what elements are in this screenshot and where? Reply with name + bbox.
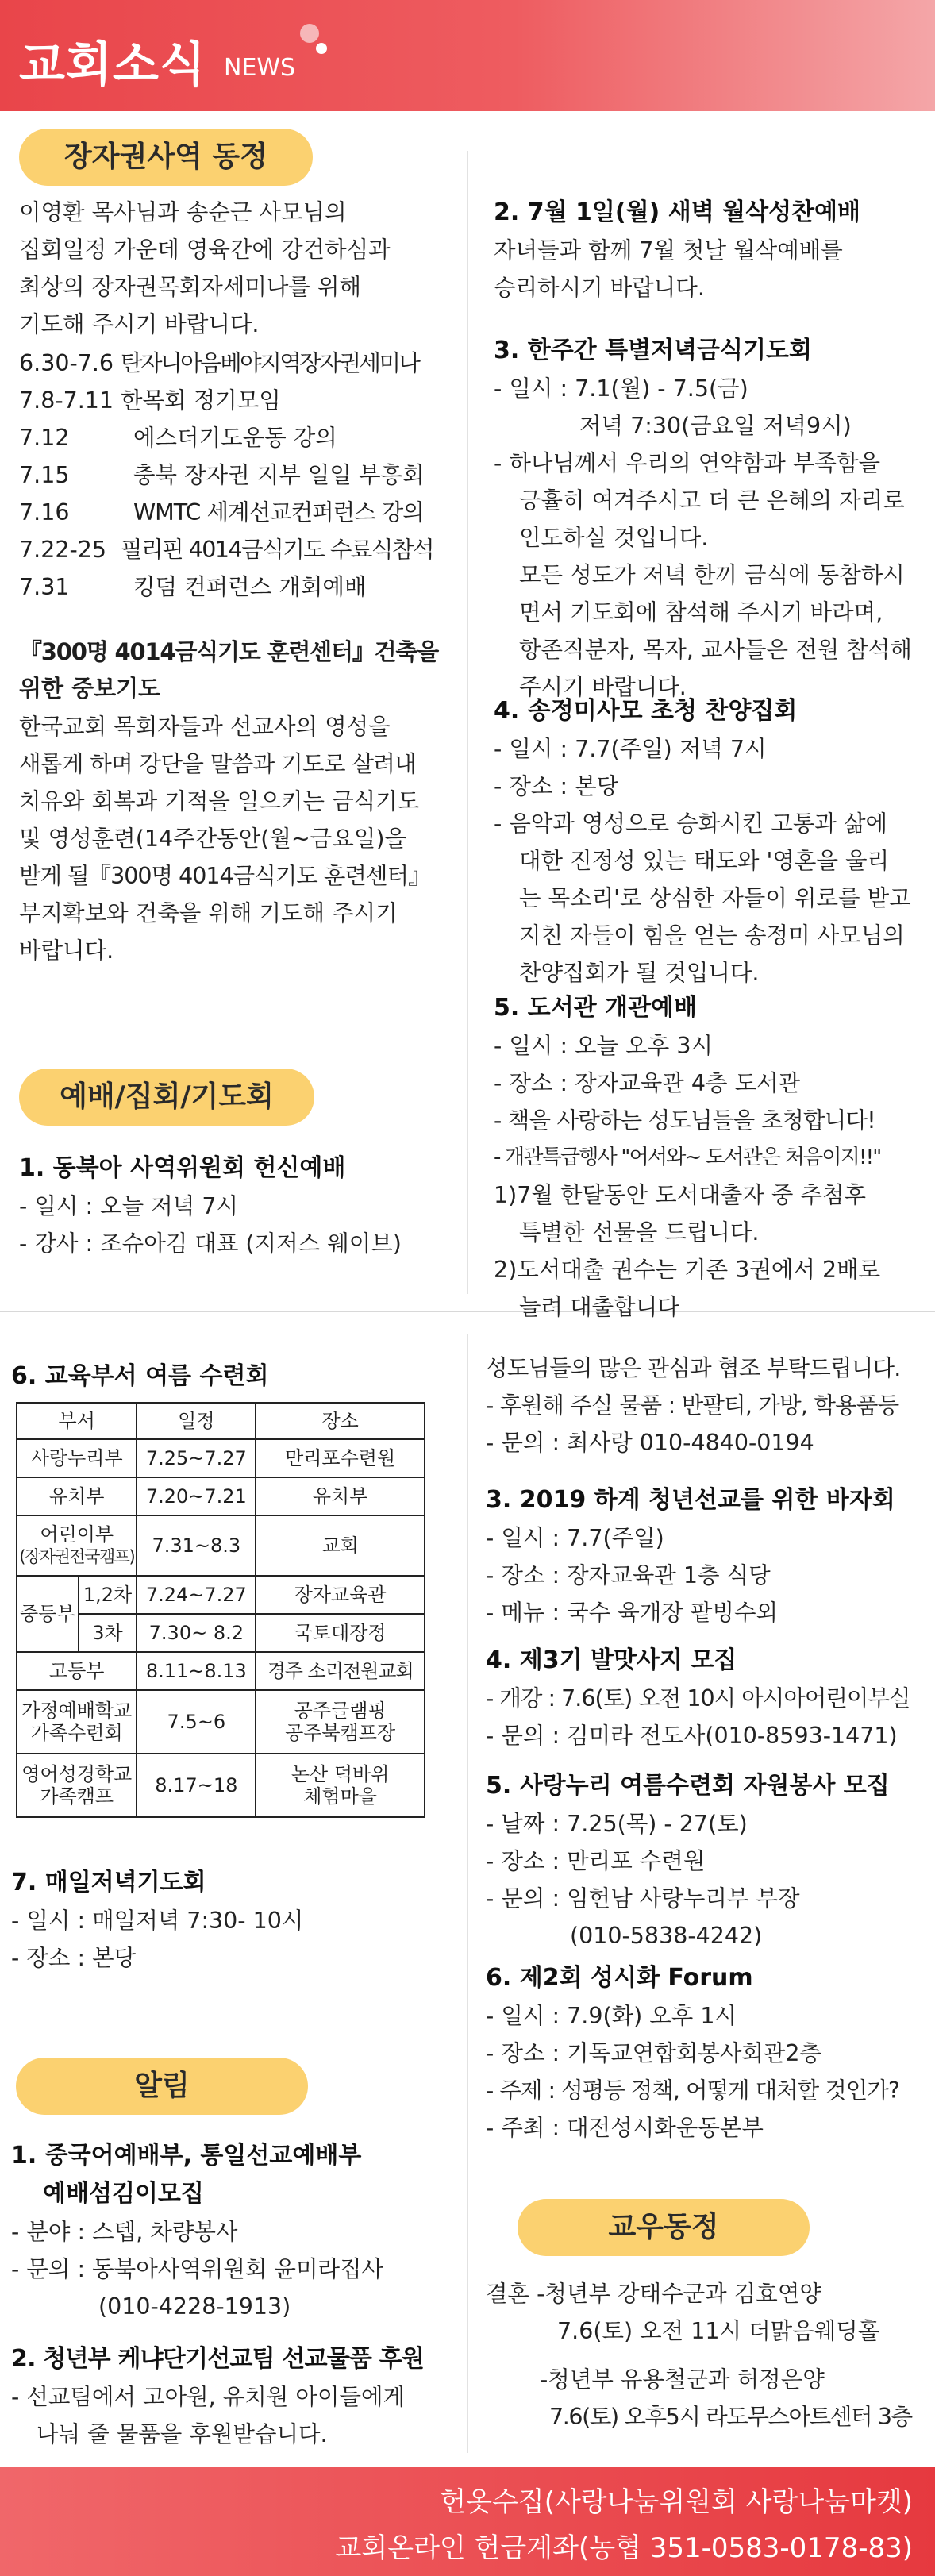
table-row: 어린이부 (장자권전국캠프) 7.31~8.3 교회 xyxy=(17,1515,425,1576)
table-row: 영어성경학교 가족캠프 8.17~18 논산 덕바위 체험마을 xyxy=(17,1754,425,1817)
table-row: 유치부 7.20~7.21 유치부 xyxy=(17,1477,425,1515)
table-row: 사랑누리부 7.25~7.27 만리포수련원 xyxy=(17,1439,425,1477)
notice-item-4-foot-massage: 4. 제3기 발맛사지 모집 - 개강 : 7.6(토) 오전 10시 아시아어린이부실 - 문의 : 김미라 전도사(010-8593-1471) xyxy=(486,1646,910,1749)
item-5-library-opening: 5. 도서관 개관예배 - 일시 : 오늘 오후 3시 - 장소 : 장자교육관 4층 도서관 - 책을 사랑하는 성도님들을 초청합니다! - 개관특급행사 "어서와~ 도서관은 처음이지!!" 1)7월 한달동안 도서대출자 중 추첨후 특별한 선물을 드립니다. 2)도서대출 권수는 기존 3권에서 2배로 늘려 대출합니다 xyxy=(494,994,881,1320)
footer-clothes-collection: 헌옷수집(사랑나눔위원회 사랑나눔마켓) xyxy=(440,2486,913,2518)
education-title: 6. 교육부서 여름 수련회 xyxy=(11,1362,269,1390)
footer-offering-account: 교회온라인 헌금계좌(농협 351-0583-0178-83) xyxy=(335,2532,913,2564)
table-header-cell: 일정 xyxy=(137,1403,256,1439)
section-heading-notice: 알림 xyxy=(16,2058,308,2115)
page-title: 교회소식 xyxy=(19,37,206,93)
column-divider xyxy=(467,151,468,1294)
notice-item-2: 2. 청년부 케냐단기선교팀 선교물품 후원 - 선교팀에서 고아원, 유치원 아이들에게 나눠 줄 물품을 후원받습니다. xyxy=(11,2345,425,2447)
schedule-row: 7.8-7.11 한목회 정기모임 xyxy=(19,387,281,414)
schedule-row: 7.22-25 필리핀 4014금식기도 수료식참석 xyxy=(19,537,434,563)
worship-item-1: 1. 동북아 사역위원회 헌신예배 - 일시 : 오늘 저녁 7시 - 강사 : 조슈아김 대표 (지저스 웨이브) xyxy=(19,1154,402,1257)
section-heading-ministry: 장자권사역 동정 xyxy=(19,129,313,186)
notice-item-5-volunteers: 5. 사랑누리 여름수련회 자원봉사 모집 - 날짜 : 7.25(목) - 27(토) - 장소 : 만리포 수련원 - 문의 : 임헌남 사랑누리부 부장 (010-5838-4242) xyxy=(486,1772,890,1949)
schedule-row: 7.31 킹덤 컨퍼런스 개회예배 xyxy=(19,574,367,600)
center-prayer-body: 한국교회 목회자들과 선교사의 영성을 새롭게 하며 강단을 말씀과 기도로 살려내 치유와 회복과 기적을 일으키는 금식기도 및 영성훈련(14주간동안(월~금요일)을 받게 될『300명 4014금식기도 훈련센터』 부지확보와 건축을 위해 기도해 주시기 바랍니다. xyxy=(19,714,430,964)
table-row: 3차 7.30~ 8.2 국토대장정 xyxy=(17,1614,425,1652)
schedule-row: 7.15 충북 장자권 지부 일일 부흥회 xyxy=(19,462,425,488)
decor-dot-icon xyxy=(316,43,327,54)
item-2-new-month-worship: 2. 7월 1일(월) 새벽 월삭성찬예배 자녀들과 함께 7월 첫날 월삭예배를 승리하시기 바랍니다. xyxy=(494,198,860,301)
ministry-intro: 이영환 목사님과 송순근 사모님의 집회일정 가운데 영육간에 강건하심과 최상의 장자권목회자세미나를 위해 기도해 주시기 바랍니다. xyxy=(19,199,391,337)
schedule-row: 6.30-7.6 탄자니아음베야지역장자권세미나 xyxy=(19,350,419,376)
item-4-praise-concert: 4. 송정미사모 초청 찬양집회 - 일시 : 7.7(주일) 저녁 7시 - 장소 : 본당 - 음악과 영성으로 승화시킨 고통과 삶에 대한 진정성 있는 태도와 '영혼을 울리 는 목소리'로 상심한 자들이 위로를 받고 지친 자들이 힘을 얻는 송정미 사모님의 찬양집회가 될 것입니다. xyxy=(494,697,911,986)
table-header-cell: 부서 xyxy=(17,1403,137,1439)
notice-item-3-bazaar: 3. 2019 하계 청년선교를 위한 바자회 - 일시 : 7.7(주일) - 장소 : 장자교육관 1층 식당 - 메뉴 : 국수 육개장 팥빙수외 xyxy=(486,1486,895,1626)
retreat-table xyxy=(16,1402,425,1818)
notice-item-6-forum: 6. 제2회 성시화 Forum - 일시 : 7.9(화) 오후 1시 - 장소 : 기독교연합회봉사회관2층 - 주제 : 성평등 정책, 어떻게 대처할 것인가? - 주최 : 대전성시화운동본부 xyxy=(486,1964,899,2141)
page-subtitle: NEWS xyxy=(224,54,296,82)
section-heading-worship: 예배/집회/기도회 xyxy=(19,1069,314,1126)
table-row: 가정예배학교 가족수련회 7.5~6 공주글램핑 공주북캠프장 xyxy=(17,1690,425,1754)
footer-bar xyxy=(0,2467,935,2576)
table-header-cell: 장소 xyxy=(256,1403,425,1439)
table-row: 고등부 8.11~8.13 경주 소리전원교회 xyxy=(17,1652,425,1690)
evening-prayer: 7. 매일저녁기도회 - 일시 : 매일저녁 7:30- 10시 - 장소 : 본당 xyxy=(11,1869,304,1971)
schedule-row: 7.12 에스더기도운동 강의 xyxy=(19,425,337,451)
schedule-row: 7.16 WMTC 세계선교컨퍼런스 강의 xyxy=(19,499,424,526)
column-divider xyxy=(467,1334,468,2453)
notice-item-2-continued: 성도님들의 많은 관심과 협조 부탁드립니다. - 후원해 주실 물품 : 반팔티, 가방, 학용품등 - 문의 : 최사랑 010-4840-0194 xyxy=(486,1355,901,1456)
alumni-news: 결혼 -청년부 강태수군과 김효연양 7.6(토) 오전 11시 더맑음웨딩홀 -청년부 유용철군과 허정은양 7.6(토) 오후5시 라도무스아트센터 3층 xyxy=(486,2281,912,2430)
section-heading-alumni: 교우동정 xyxy=(518,2199,810,2256)
table-header-row xyxy=(17,1403,425,1439)
table-row: 중등부 1,2차 7.24~7.27 장자교육관 xyxy=(17,1576,425,1614)
item-3-fasting-prayer: 3. 한주간 특별저녁금식기도회 - 일시 : 7.1(월) - 7.5(금) 저녁 7:30(금요일 저녁9시) - 하나님께서 우리의 연약함과 부족함을 긍휼히 여겨주시고 더 큰 은혜의 자리로 인도하실 것입니다. 모든 성도가 저녁 한끼 금식에 동참하시 면서 기도회에 참석해 주시기 바라며, 항존직분자, 목자, 교사들은 전원 참석해 주시기 바랍니다. xyxy=(494,337,912,700)
decor-dot-icon xyxy=(300,24,319,43)
center-prayer-title: 『300명 4014금식기도 훈련센터』건축을 위한 중보기도 xyxy=(19,638,439,702)
notice-item-1: 1. 중국어예배부, 통일선교예배부 예배섬김이모집 - 분야 : 스텝, 차량봉사 - 문의 : 동북아사역위원회 윤미라집사 (010-4228-1913) xyxy=(11,2142,384,2320)
ministry-schedule xyxy=(19,345,464,606)
